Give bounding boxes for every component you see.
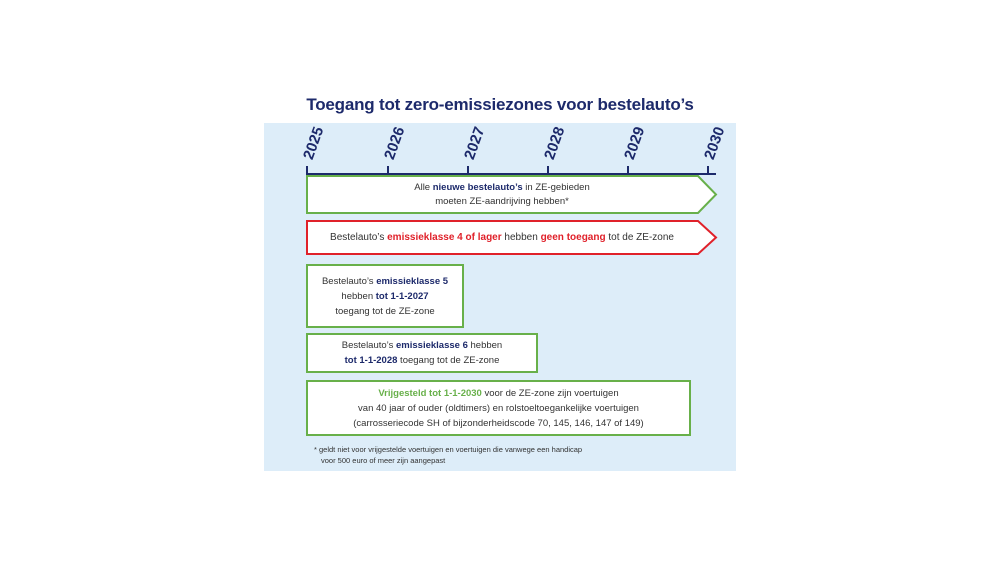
year-tick-2029 — [627, 166, 629, 175]
year-label-2030: 2030 — [701, 124, 729, 162]
year-label-2029: 2029 — [621, 124, 649, 162]
year-tick-2027 — [467, 166, 469, 175]
exempt-box — [306, 380, 691, 436]
exempt-text: Vrijgesteld tot 1-1-2030 voor de ZE-zone zijn voertuigen van 40 jaar of ouder (oldtimers) en rolstoeltoegankelijke voertuigen (carrosseriecode SH of bijzonderheidscode 70, 145, 146, 147 of 149) — [353, 387, 644, 429]
class6-text: Bestelauto’s emissieklasse 6 hebben tot 1-1-2028 toegang tot de ZE-zone — [341, 340, 503, 366]
year-label-2028: 2028 — [541, 124, 569, 162]
footnote: * geldt niet voor vrijgestelde voertuigen en voertuigen die vanwege een handicap voor 500 euro of meer zijn aangepast — [314, 445, 583, 465]
year-label-2026: 2026 — [381, 124, 409, 162]
class5-box — [306, 264, 464, 328]
year-label-2027: 2027 — [461, 124, 489, 162]
infographic-title: Toegang tot zero-emissiezones voor bestelauto’s — [306, 95, 694, 114]
class6-box — [306, 333, 538, 373]
year-tick-2026 — [387, 166, 389, 175]
new-vans-text: Alle nieuwe bestelauto’s in ZE-gebieden moeten ZE-aandrijving hebben* — [414, 182, 590, 207]
year-tick-2028 — [547, 166, 549, 175]
year-tick-2025 — [306, 166, 308, 175]
year-tick-2030 — [707, 166, 709, 175]
year-label-2025: 2025 — [300, 124, 328, 162]
class4-text: Bestelauto’s emissieklasse 4 of lager hebben geen toegang tot de ZE-zone — [330, 232, 674, 243]
class5-text: Bestelauto’s emissieklasse 5 hebben tot 1-1-2027 toegang tot de ZE-zone — [321, 275, 449, 317]
